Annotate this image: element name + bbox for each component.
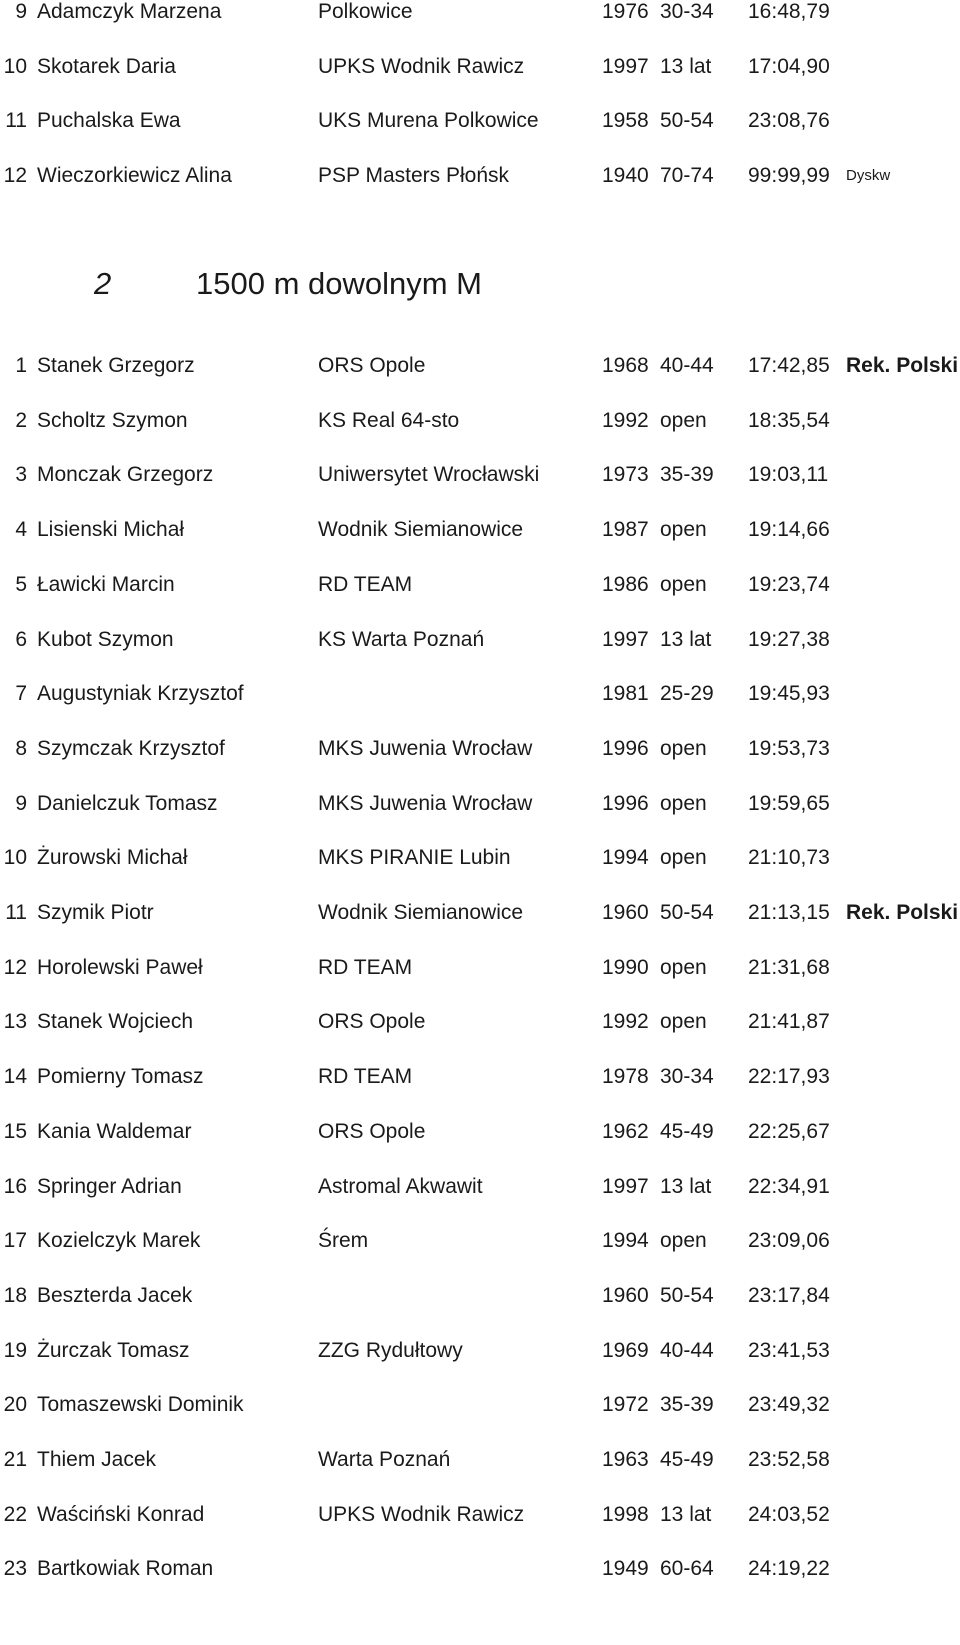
result-category: 30-34 (660, 0, 714, 23)
result-category: 45-49 (660, 1448, 714, 1471)
result-name: Scholtz Szymon (37, 408, 188, 432)
result-club: KS Warta Poznań (318, 627, 485, 651)
table-row (0, 106, 960, 136)
result-time: 23:49,32 (748, 1393, 830, 1417)
result-name: Skotarek Daria (37, 54, 176, 78)
table-row (0, 953, 960, 983)
result-time: 17:04,90 (748, 54, 830, 78)
table-row (0, 1500, 960, 1530)
result-time: 18:35,54 (748, 408, 830, 432)
result-name: Lisienski Michał (37, 518, 185, 542)
event-number: 2 (94, 266, 112, 301)
result-time: 19:53,73 (748, 736, 830, 760)
result-time: 24:03,52 (748, 1502, 830, 1526)
result-name: Żurowski Michał (37, 846, 188, 870)
result-year: 1960 (602, 1283, 649, 1307)
result-time: 21:10,73 (748, 846, 830, 870)
result-category: 45-49 (660, 1119, 714, 1143)
table-row (0, 52, 960, 82)
result-category: open (660, 572, 707, 596)
result-year: 1972 (602, 1393, 649, 1417)
result-year: 1976 (602, 0, 649, 23)
result-place: 1 (15, 354, 27, 377)
result-year: 1994 (602, 1229, 649, 1253)
result-place: 17 (3, 1229, 27, 1253)
result-club: RD TEAM (318, 1065, 413, 1089)
table-row (0, 843, 960, 873)
result-year: 1992 (602, 408, 649, 432)
result-place: 10 (3, 846, 27, 870)
result-year: 1990 (602, 955, 649, 979)
result-time: 99:99,99 (748, 163, 830, 187)
result-time: 23:41,53 (748, 1338, 830, 1362)
result-category: 35-39 (660, 463, 714, 487)
result-time: 19:59,65 (748, 791, 830, 815)
table-row (0, 625, 960, 655)
result-name: Tomaszewski Dominik (37, 1393, 244, 1417)
table-row (0, 460, 960, 490)
result-name: Pomierny Tomasz (37, 1065, 204, 1089)
result-time: 19:14,66 (748, 518, 830, 542)
result-year: 1960 (602, 901, 649, 924)
result-club: UPKS Wodnik Rawicz (318, 54, 525, 78)
table-row (0, 789, 960, 819)
table-row (0, 1390, 960, 1420)
result-time: 23:09,06 (748, 1229, 830, 1253)
result-place: 10 (3, 54, 27, 78)
result-year: 1994 (602, 846, 649, 870)
result-place: 15 (3, 1119, 27, 1143)
result-place: 23 (3, 1557, 27, 1581)
result-year: 1969 (602, 1338, 649, 1362)
result-name: Stanek Wojciech (37, 1010, 194, 1034)
result-year: 1973 (602, 463, 649, 487)
result-place: 18 (3, 1283, 27, 1307)
result-category: 70-74 (660, 163, 714, 187)
result-category: 13 lat (660, 1502, 712, 1526)
result-category: open (660, 1229, 707, 1253)
result-place: 5 (15, 572, 27, 596)
result-year: 1998 (602, 1502, 649, 1526)
result-category: 13 lat (660, 627, 712, 651)
result-time: 22:17,93 (748, 1065, 830, 1089)
result-year: 1962 (602, 1119, 649, 1143)
result-name: Szymczak Krzysztof (37, 736, 225, 760)
result-place: 20 (3, 1393, 27, 1417)
result-club: ORS Opole (318, 354, 426, 377)
result-note: Dyskw (846, 166, 891, 184)
result-name: Stanek Grzegorz (37, 354, 195, 377)
result-time: 23:17,84 (748, 1283, 830, 1307)
result-category: 40-44 (660, 354, 714, 377)
result-name: Thiem Jacek (37, 1448, 157, 1471)
result-place: 11 (5, 109, 27, 132)
result-category: open (660, 518, 707, 542)
result-year: 1992 (602, 1010, 649, 1034)
result-time: 21:13,15 (748, 901, 830, 924)
result-name: Ławicki Marcin (37, 572, 175, 596)
table-row (0, 1445, 960, 1475)
result-place: 3 (15, 463, 27, 487)
result-time: 21:41,87 (748, 1010, 830, 1034)
result-category: open (660, 408, 707, 432)
result-club: MKS Juwenia Wrocław (318, 791, 533, 815)
result-club: Astromal Akwawit (318, 1174, 483, 1198)
table-row (0, 570, 960, 600)
result-year: 1978 (602, 1065, 649, 1089)
result-name: Springer Adrian (37, 1174, 182, 1198)
result-year: 1968 (602, 354, 649, 377)
result-club: RD TEAM (318, 955, 413, 979)
result-place: 6 (15, 627, 27, 651)
result-time: 23:52,58 (748, 1448, 830, 1471)
result-name: Danielczuk Tomasz (37, 791, 218, 815)
result-category: open (660, 955, 707, 979)
result-category: 50-54 (660, 901, 714, 924)
result-time: 22:34,91 (748, 1174, 830, 1198)
table-row (0, 161, 960, 191)
result-category: 60-64 (660, 1557, 714, 1581)
result-place: 8 (15, 736, 27, 760)
result-category: 30-34 (660, 1065, 714, 1089)
result-name: Kubot Szymon (37, 627, 174, 651)
result-name: Horolewski Paweł (37, 955, 203, 979)
result-place: 9 (15, 0, 27, 23)
result-note: Rek. Polski (846, 354, 959, 377)
result-place: 2 (15, 408, 27, 432)
event-title: 1500 m dowolnym M (196, 266, 483, 301)
result-club: Uniwersytet Wrocławski (318, 463, 540, 487)
table-row (0, 406, 960, 436)
result-place: 4 (15, 518, 27, 542)
result-name: Kania Waldemar (37, 1119, 192, 1143)
result-time: 17:42,85 (748, 354, 830, 377)
table-row (0, 898, 960, 928)
table-row (0, 679, 960, 709)
result-name: Waściński Konrad (37, 1502, 205, 1526)
result-club: ORS Opole (318, 1010, 426, 1034)
result-club: UKS Murena Polkowice (318, 109, 539, 132)
result-year: 1997 (602, 54, 649, 78)
result-time: 19:27,38 (748, 627, 830, 651)
result-club: Wodnik Siemianowice (318, 518, 524, 542)
result-place: 11 (5, 901, 27, 924)
result-year: 1958 (602, 109, 649, 132)
result-category: 13 lat (660, 1174, 712, 1198)
table-row (0, 0, 960, 27)
table-row (0, 1117, 960, 1147)
result-category: open (660, 791, 707, 815)
result-year: 1940 (602, 163, 649, 187)
result-place: 14 (3, 1065, 27, 1089)
result-note: Rek. Polski (846, 901, 959, 924)
result-club: UPKS Wodnik Rawicz (318, 1502, 525, 1526)
result-place: 9 (15, 791, 27, 815)
result-name: Beszterda Jacek (37, 1283, 193, 1307)
table-row (0, 1062, 960, 1092)
result-name: Puchalska Ewa (37, 109, 181, 132)
result-name: Żurczak Tomasz (37, 1338, 190, 1362)
result-club: Warta Poznań (318, 1448, 451, 1471)
result-name: Wieczorkiewicz Alina (37, 163, 232, 187)
result-year: 1986 (602, 572, 649, 596)
result-name: Augustyniak Krzysztof (37, 682, 244, 706)
result-time: 19:03,11 (748, 463, 829, 487)
result-time: 16:48,79 (748, 0, 830, 23)
result-year: 1949 (602, 1557, 649, 1581)
table-row (0, 351, 960, 381)
result-year: 1987 (602, 518, 649, 542)
result-year: 1997 (602, 1174, 649, 1198)
result-year: 1997 (602, 627, 649, 651)
result-place: 12 (3, 163, 27, 187)
result-club: MKS PIRANIE Lubin (318, 846, 511, 870)
result-category: 50-54 (660, 1283, 714, 1307)
result-club: ZZG Rydułtowy (318, 1338, 463, 1362)
result-name: Kozielczyk Marek (37, 1229, 201, 1253)
table-row (0, 1226, 960, 1256)
result-club: KS Real 64-sto (318, 408, 460, 432)
table-row (0, 515, 960, 545)
result-category: open (660, 846, 707, 870)
result-club: ORS Opole (318, 1119, 426, 1143)
result-year: 1963 (602, 1448, 649, 1471)
result-category: open (660, 1010, 707, 1034)
result-time: 23:08,76 (748, 109, 830, 132)
result-club: MKS Juwenia Wrocław (318, 736, 533, 760)
result-place: 22 (3, 1502, 27, 1526)
result-club: Wodnik Siemianowice (318, 901, 524, 924)
result-place: 21 (3, 1448, 27, 1471)
result-place: 12 (3, 955, 27, 979)
result-time: 24:19,22 (748, 1557, 830, 1581)
result-category: open (660, 736, 707, 760)
result-category: 13 lat (660, 54, 712, 78)
result-club: PSP Masters Płońsk (318, 163, 510, 187)
result-name: Monczak Grzegorz (37, 463, 214, 487)
result-place: 19 (3, 1338, 27, 1362)
table-row (0, 734, 960, 764)
result-year: 1981 (602, 682, 649, 706)
result-name: Bartkowiak Roman (37, 1557, 214, 1581)
result-place: 13 (3, 1010, 27, 1034)
result-name: Adamczyk Marzena (37, 0, 222, 23)
result-category: 50-54 (660, 109, 714, 132)
result-year: 1996 (602, 736, 649, 760)
result-category: 35-39 (660, 1393, 714, 1417)
table-row (0, 1281, 960, 1311)
result-club: RD TEAM (318, 572, 413, 596)
result-time: 19:45,93 (748, 682, 830, 706)
table-row (0, 1336, 960, 1366)
result-name: Szymik Piotr (37, 901, 154, 924)
table-row (0, 1172, 960, 1202)
result-category: 40-44 (660, 1338, 714, 1362)
result-time: 22:25,67 (748, 1119, 830, 1143)
table-row (0, 1554, 960, 1584)
result-place: 16 (3, 1174, 27, 1198)
event-heading (0, 262, 960, 306)
result-category: 25-29 (660, 682, 714, 706)
result-time: 19:23,74 (748, 572, 830, 596)
result-year: 1996 (602, 791, 649, 815)
result-time: 21:31,68 (748, 955, 830, 979)
result-club: Śrem (318, 1229, 369, 1253)
table-row (0, 1007, 960, 1037)
result-club: Polkowice (318, 0, 413, 23)
result-place: 7 (15, 682, 27, 706)
